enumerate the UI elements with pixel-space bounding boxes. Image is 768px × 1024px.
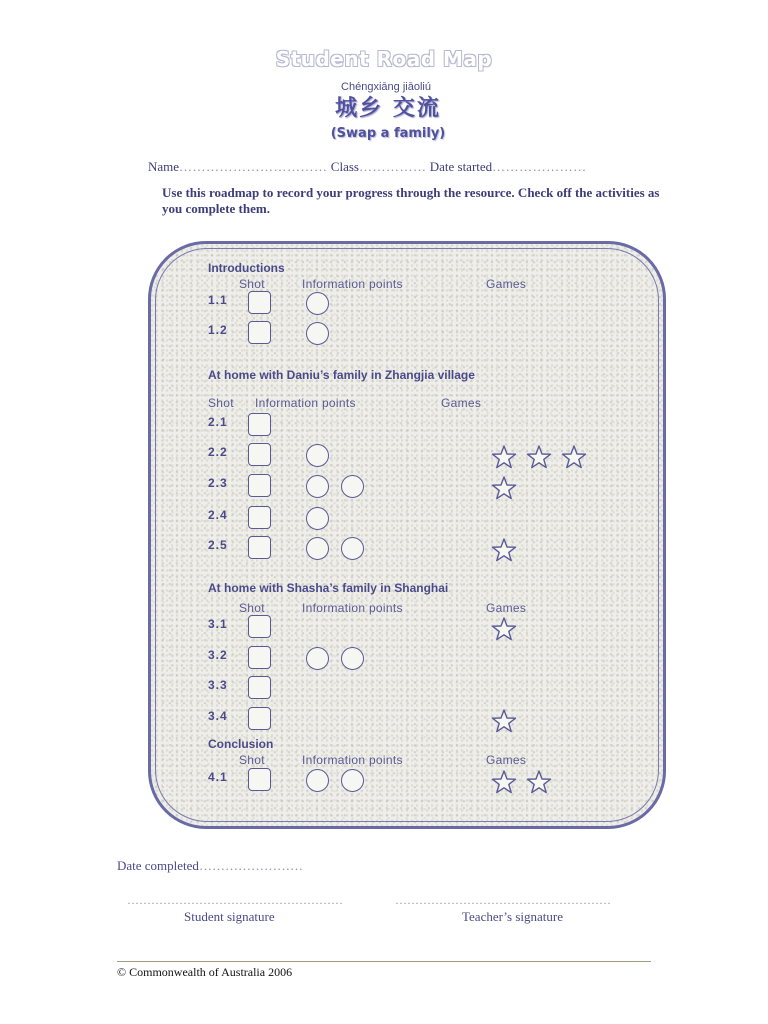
instructions: Use this roadmap to record your progress through the resource. Check off the activities as you complete them. — [162, 185, 660, 216]
section-title: Introductions — [208, 261, 285, 275]
column-header-information-points: Information points — [302, 601, 403, 615]
teacher-signature-label: Teacher’s signature — [462, 909, 563, 924]
column-header-games: Games — [486, 753, 527, 767]
row-label: 3.3 — [208, 678, 228, 692]
row-label: 2.5 — [208, 538, 228, 552]
date-completed-label: Date completed — [117, 858, 199, 873]
date-completed-field[interactable]: …………………… — [198, 858, 303, 873]
row-label: 3.4 — [208, 709, 228, 723]
information-point-checkbox[interactable] — [341, 769, 364, 792]
row-label: 3.2 — [208, 648, 228, 662]
shot-checkbox[interactable] — [248, 413, 271, 436]
student-signature-label: Student signature — [184, 909, 275, 924]
game-star-icon[interactable] — [491, 475, 517, 501]
game-star-icon[interactable] — [561, 444, 587, 470]
column-header-shot: Shot — [239, 601, 265, 615]
column-header-games: Games — [441, 396, 482, 410]
roadmap-panel-inner-border — [155, 248, 659, 822]
page-title: Student Road Map — [275, 47, 493, 71]
shot-checkbox[interactable] — [248, 536, 271, 559]
copyright: © Commonwealth of Australia 2006 — [117, 965, 293, 979]
class-label: Class — [330, 159, 359, 174]
student-details-line — [148, 159, 587, 175]
shot-checkbox[interactable] — [248, 506, 271, 529]
row-label: 3.1 — [208, 617, 228, 631]
information-point-checkbox[interactable] — [341, 475, 364, 498]
row-label: 2.4 — [208, 508, 228, 522]
section-title: Conclusion — [208, 737, 274, 751]
game-star-icon[interactable] — [491, 616, 517, 642]
row-label: 2.1 — [208, 415, 228, 429]
class-field[interactable]: …………… — [358, 159, 427, 174]
section-title: At home with Shasha’s family in Shanghai — [208, 581, 449, 595]
shot-checkbox[interactable] — [248, 707, 271, 730]
information-point-checkbox[interactable] — [306, 647, 329, 670]
shot-checkbox[interactable] — [248, 291, 271, 314]
shot-checkbox[interactable] — [248, 321, 271, 344]
row-label: 1.2 — [208, 323, 228, 337]
information-point-checkbox[interactable] — [341, 647, 364, 670]
column-header-shot: Shot — [239, 753, 265, 767]
column-header-information-points: Information points — [302, 753, 403, 767]
chinese-title: 城乡 交流 — [335, 96, 441, 121]
date-started-label: Date started — [429, 159, 493, 174]
game-star-icon[interactable] — [491, 444, 517, 470]
shot-checkbox[interactable] — [248, 676, 271, 699]
column-header-games: Games — [486, 277, 527, 291]
column-header-shot: Shot — [239, 277, 265, 291]
information-point-checkbox[interactable] — [306, 322, 329, 345]
game-star-icon[interactable] — [491, 708, 517, 734]
column-header-information-points: Information points — [255, 396, 356, 410]
shot-checkbox[interactable] — [248, 768, 271, 791]
shot-checkbox[interactable] — [248, 443, 271, 466]
information-point-checkbox[interactable] — [306, 475, 329, 498]
information-point-checkbox[interactable] — [306, 444, 329, 467]
information-point-checkbox[interactable] — [341, 537, 364, 560]
information-point-checkbox[interactable] — [306, 769, 329, 792]
column-header-information-points: Information points — [302, 277, 403, 291]
row-label: 1.1 — [208, 293, 228, 307]
row-label: 2.3 — [208, 476, 228, 490]
game-star-icon[interactable] — [491, 537, 517, 563]
shot-checkbox[interactable] — [248, 615, 271, 638]
game-star-icon[interactable] — [526, 769, 552, 795]
game-star-icon[interactable] — [526, 444, 552, 470]
page-subtitle: (Swap a family) — [330, 126, 446, 141]
date-started-field[interactable]: ………………… — [492, 159, 587, 174]
column-header-shot: Shot — [208, 396, 234, 410]
name-label: Name — [148, 159, 180, 174]
section-title: At home with Daniu’s family in Zhangjia village — [208, 368, 475, 382]
name-field[interactable]: …………………………… — [179, 159, 328, 174]
pinyin-title: Chéngxiāng jiāoliú — [341, 81, 431, 93]
footer-rule — [117, 961, 651, 962]
information-point-checkbox[interactable] — [306, 537, 329, 560]
teacher-signature-field[interactable]: ……………………………………………… — [395, 893, 611, 907]
information-point-checkbox[interactable] — [306, 292, 329, 315]
shot-checkbox[interactable] — [248, 474, 271, 497]
information-point-checkbox[interactable] — [306, 507, 329, 530]
student-signature-field[interactable]: ……………………………………………… — [127, 893, 343, 907]
row-label: 2.2 — [208, 445, 228, 459]
date-completed-line — [117, 858, 303, 874]
shot-checkbox[interactable] — [248, 646, 271, 669]
game-star-icon[interactable] — [491, 769, 517, 795]
row-label: 4.1 — [208, 770, 228, 784]
column-header-games: Games — [486, 601, 527, 615]
